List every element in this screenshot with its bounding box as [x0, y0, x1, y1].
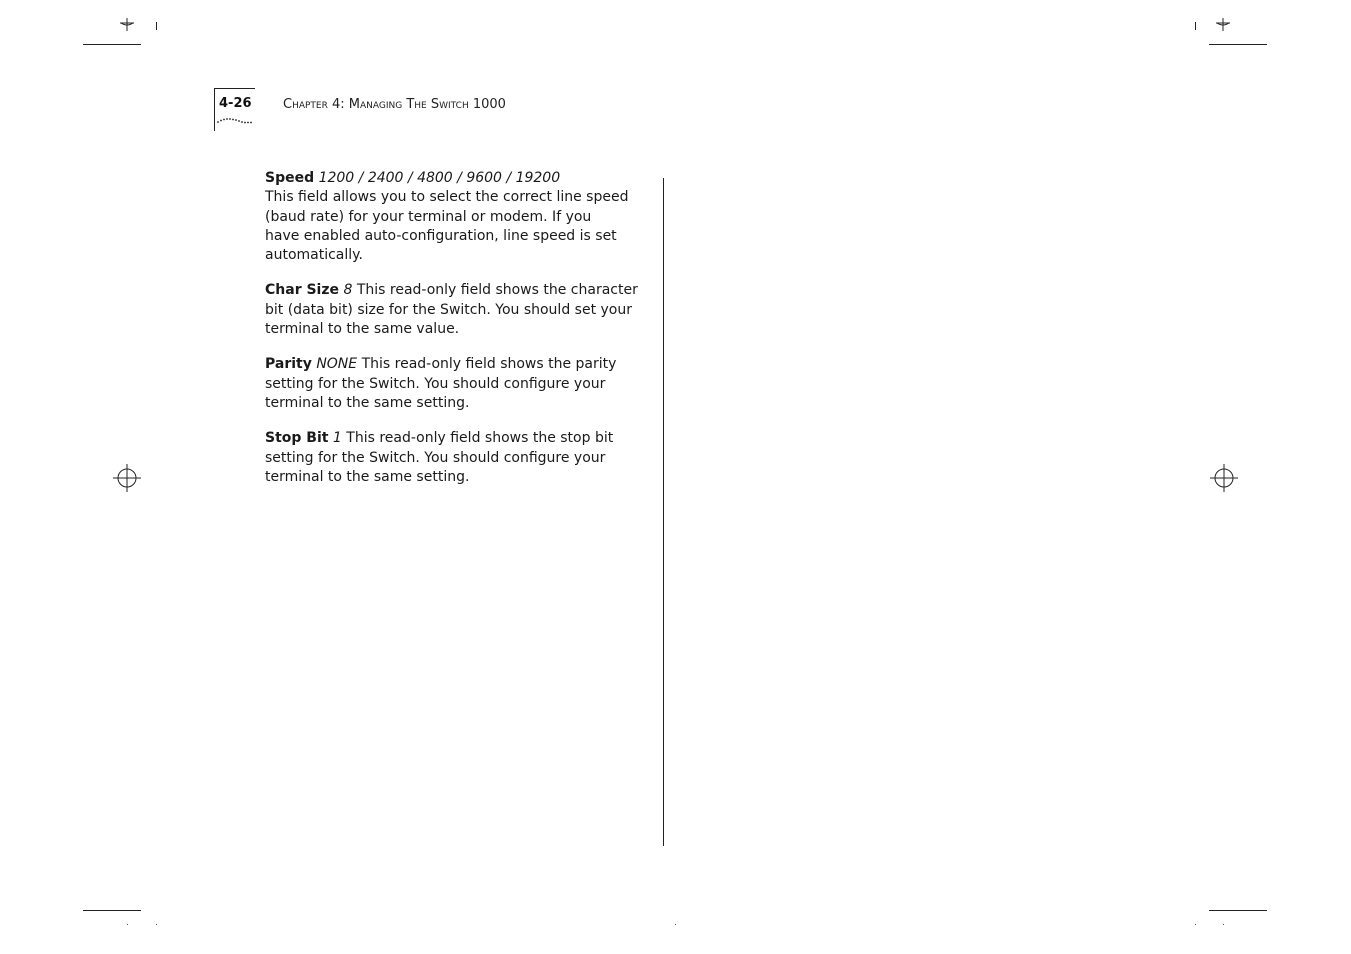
entry-line: terminal to the same value. [265, 321, 460, 338]
column-rule [663, 178, 664, 846]
crop-mark-bottom-left [83, 910, 141, 911]
dotted-flourish-icon [216, 116, 256, 126]
entry-term: Speed [265, 170, 315, 186]
entry-line: (baud rate) for your terminal or modem. If you [265, 208, 592, 225]
entry-line: setting for the Switch. You should configure your [265, 375, 606, 392]
crop-dot [675, 924, 676, 925]
entry-line: This read-only field shows the parity [361, 356, 617, 373]
crop-mark-top-right [1209, 44, 1267, 45]
crop-tick-top-left [156, 22, 157, 30]
entry-line: bit (data bit) size for the Switch. You should set your [265, 301, 632, 318]
crosshair-right-icon [1209, 463, 1239, 493]
entry-line: This field allows you to select the correct line speed [265, 189, 629, 206]
entry-term: Char Size [265, 282, 339, 299]
registration-mark-icon [118, 18, 136, 32]
entry-parity [265, 355, 645, 413]
crop-dot [127, 924, 128, 925]
entry-speed [265, 169, 645, 265]
crosshair-left-icon [112, 463, 142, 493]
crop-mark-bottom-right [1209, 910, 1267, 911]
entry-line: This read-only field shows the stop bit [346, 430, 614, 447]
crop-dot [1223, 924, 1224, 925]
page-number: 4-26 [219, 96, 252, 111]
entry-value: 1200 / 2400 / 4800 / 9600 / 19200 [318, 170, 561, 186]
entry-char-size [265, 281, 645, 339]
entry-line: terminal to the same setting. [265, 394, 470, 411]
entry-stop-bit [265, 429, 645, 487]
entry-value: 8 [343, 282, 353, 299]
entry-term: Stop Bit [265, 430, 329, 447]
entry-value: NONE [316, 356, 358, 373]
entry-value: 1 [332, 430, 342, 447]
crop-mark-top-left [83, 44, 141, 45]
main-content [265, 169, 645, 503]
entry-line: This read-only field shows the character [356, 282, 638, 299]
entry-line: terminal to the same setting. [265, 468, 470, 485]
crop-dot [156, 924, 157, 925]
crop-dot [1195, 924, 1196, 925]
entry-line: automatically. [265, 247, 363, 264]
entry-line: setting for the Switch. You should configure your [265, 449, 606, 466]
running-head: Chapter 4: Managing The Switch 1000 [283, 97, 506, 112]
entry-line: have enabled auto-configuration, line speed is set [265, 227, 617, 244]
entry-term: Parity [265, 356, 312, 373]
crop-tick-top-right [1195, 22, 1196, 30]
registration-mark-icon [1214, 18, 1232, 32]
